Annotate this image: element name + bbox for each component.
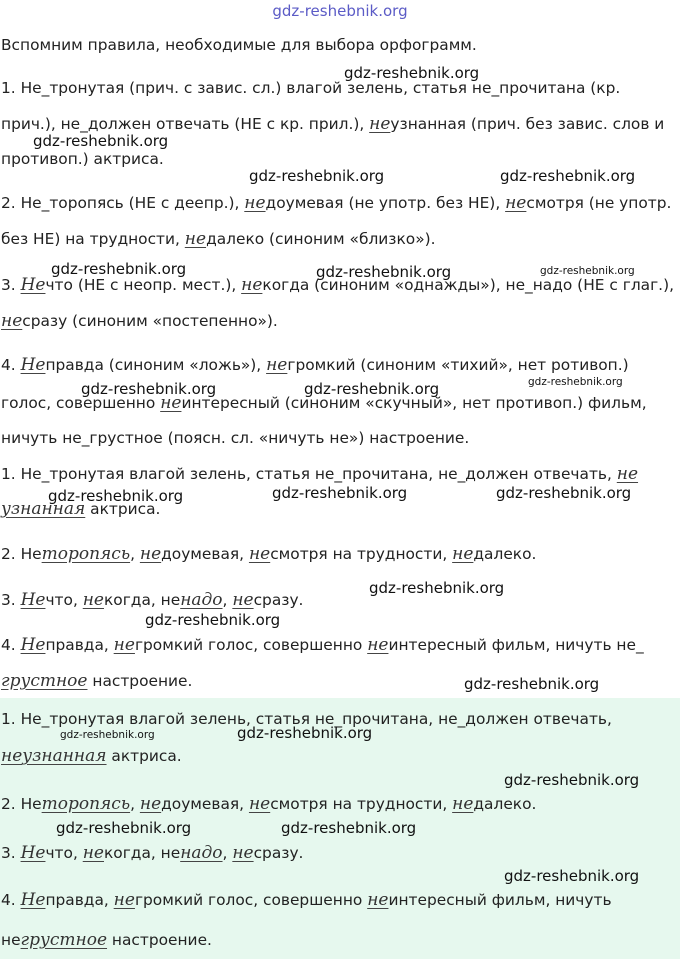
watermark: gdz-reshebnik.org bbox=[316, 263, 452, 281]
text: 1. Не_тронутая влагой зелень, статья не_прочитана, не_должен отвечать, bbox=[1, 465, 612, 483]
handwritten-ne: не bbox=[369, 114, 391, 134]
watermark: gdz-reshebnik.org bbox=[500, 167, 636, 185]
text: далеко. bbox=[473, 545, 537, 563]
watermark: gdz-reshebnik.org bbox=[33, 132, 169, 150]
answer1-line-6 bbox=[1, 671, 192, 691]
handwritten-word: узнанная bbox=[22, 746, 107, 766]
intro-text: Вспомним правила, необходимые для выбора орфограмм. bbox=[1, 36, 477, 54]
text: 3. bbox=[1, 844, 21, 862]
handwritten-ne: не bbox=[139, 544, 162, 564]
handwritten-ne: не bbox=[248, 544, 271, 564]
text: прич.), не_должен отвечать (НЕ с кр. прил.), bbox=[1, 115, 370, 133]
watermark: gdz-reshebnik.org bbox=[528, 376, 623, 388]
text: 3. bbox=[1, 276, 21, 294]
answer2-line-6 bbox=[1, 930, 212, 950]
handwritten-ne: не bbox=[505, 193, 527, 213]
answer2-line-2 bbox=[1, 746, 182, 766]
handwritten-ne: не bbox=[232, 843, 254, 863]
text: доумевая, bbox=[161, 795, 249, 813]
handwritten-ne: Не bbox=[20, 635, 46, 655]
rule-4-line-1 bbox=[1, 355, 629, 375]
text: интересный фильм, ничуть не_ bbox=[388, 636, 644, 654]
handwritten-ne: не bbox=[232, 590, 254, 610]
text: доумевая (не употр. без НЕ), bbox=[265, 194, 506, 212]
text: не bbox=[1, 931, 21, 949]
handwritten-word: торопясь bbox=[41, 544, 131, 564]
handwritten-ne: не bbox=[82, 843, 104, 863]
text: громкий (синоним «тихий», нет ротивоп.) bbox=[287, 356, 629, 374]
text: смотря на трудности, bbox=[270, 545, 453, 563]
text: сразу. bbox=[253, 844, 304, 862]
watermark: gdz-reshebnik.org bbox=[504, 771, 640, 789]
handwritten-word: надо bbox=[180, 590, 223, 610]
text: когда (синоним «однажды»), не_надо (НЕ с глаг.), bbox=[262, 276, 674, 294]
watermark: gdz-reshebnik.org bbox=[56, 819, 192, 837]
text: 4. bbox=[1, 356, 21, 374]
text: 2. Не bbox=[1, 795, 42, 813]
text: без НЕ) на трудности, bbox=[1, 230, 185, 248]
handwritten-ne: не bbox=[244, 193, 266, 213]
answer2-line-3 bbox=[1, 794, 536, 814]
text: , bbox=[222, 844, 233, 862]
answer1-line-3 bbox=[1, 544, 536, 564]
handwritten-ne: не bbox=[184, 229, 207, 249]
watermark: gdz-reshebnik.org bbox=[540, 265, 635, 277]
text: доумевая, bbox=[161, 545, 249, 563]
text: громкий голос, совершенно bbox=[134, 636, 368, 654]
rule-1-line-3: противоп.) актриса. bbox=[1, 150, 164, 168]
handwritten-ne: не bbox=[367, 890, 389, 910]
text: громкий голос, совершенно bbox=[134, 891, 368, 909]
handwritten-ne: Не bbox=[20, 890, 46, 910]
answer2-line-1: 1. Не_тронутая влагой зелень, статья не_прочитана, не_должен отвечать, bbox=[1, 710, 612, 728]
watermark: gdz-reshebnik.org bbox=[281, 819, 417, 837]
text: 2. Не_торопясь (НЕ с деепр.), bbox=[1, 194, 245, 212]
text: правда, bbox=[45, 636, 114, 654]
watermark: gdz-reshebnik.org bbox=[48, 487, 184, 505]
watermark: gdz-reshebnik.org bbox=[504, 867, 640, 885]
rule-2-line-1 bbox=[1, 193, 671, 213]
watermark: gdz-reshebnik.org bbox=[60, 729, 155, 741]
text: что, bbox=[45, 591, 83, 609]
rule-1-line-1: 1. Не_тронутая (прич. с завис. сл.) влагой зелень, статья не_прочитана (кр. bbox=[1, 79, 621, 97]
site-header[interactable]: gdz-reshebnik.org bbox=[272, 2, 408, 20]
watermark: gdz-reshebnik.org bbox=[237, 724, 373, 742]
handwritten-ne: не bbox=[1, 746, 23, 766]
text: , bbox=[130, 545, 140, 563]
rule-2-line-2 bbox=[1, 229, 436, 249]
text: далеко (синоним «близко»). bbox=[206, 230, 436, 248]
answer2-line-4 bbox=[1, 843, 303, 863]
handwritten-ne: не bbox=[241, 275, 263, 295]
text: смотря на трудности, bbox=[270, 795, 453, 813]
text: что (НЕ с неопр. мест.), bbox=[45, 276, 242, 294]
text: 4. bbox=[1, 636, 21, 654]
rule-4-line-3: ничуть не_грустное (поясн. сл. «ничуть не») настроение. bbox=[1, 429, 470, 447]
handwritten-word: грустное bbox=[1, 671, 88, 691]
handwritten-ne: не bbox=[266, 355, 288, 375]
handwritten-ne: не bbox=[452, 544, 474, 564]
rule-1-line-2 bbox=[1, 114, 664, 134]
watermark: gdz-reshebnik.org bbox=[249, 167, 385, 185]
text: актриса. bbox=[85, 500, 161, 518]
handwritten-ne: не bbox=[367, 635, 389, 655]
text: 2. Не bbox=[1, 545, 42, 563]
rule-3-line-2 bbox=[1, 311, 278, 331]
text: интересный (синоним «скучный», нет противоп.) фильм, bbox=[181, 394, 647, 412]
handwritten-word: надо bbox=[180, 843, 223, 863]
handwritten-word: узнанная bbox=[1, 499, 86, 519]
handwritten-ne: не bbox=[139, 794, 162, 814]
handwritten-ne: не bbox=[1, 311, 23, 331]
watermark: gdz-reshebnik.org bbox=[51, 260, 187, 278]
answer1-line-4 bbox=[1, 590, 303, 610]
text: правда (синоним «ложь»), bbox=[45, 356, 267, 374]
text: настроение. bbox=[87, 672, 193, 690]
watermark: gdz-reshebnik.org bbox=[304, 380, 440, 398]
handwritten-ne: не bbox=[452, 794, 474, 814]
text: смотря (не употр. bbox=[526, 194, 672, 212]
handwritten-ne: Не bbox=[20, 590, 46, 610]
watermark: gdz-reshebnik.org bbox=[344, 64, 480, 82]
text: голос, совершенно bbox=[1, 394, 161, 412]
text: настроение. bbox=[107, 931, 212, 949]
handwritten-ne: не bbox=[616, 464, 639, 484]
text: когда, не bbox=[104, 844, 181, 862]
handwritten-ne: Не bbox=[20, 355, 46, 375]
answer2-line-5 bbox=[1, 890, 612, 910]
answer1-line-1 bbox=[1, 464, 638, 484]
text: сразу (синоним «постепенно»). bbox=[22, 312, 278, 330]
watermark: gdz-reshebnik.org bbox=[496, 484, 632, 502]
text: 3. bbox=[1, 591, 21, 609]
handwritten-word: грустное bbox=[20, 930, 108, 950]
answer1-line-5 bbox=[1, 635, 644, 655]
text: , bbox=[130, 795, 140, 813]
text: что, bbox=[45, 844, 83, 862]
handwritten-ne: не bbox=[113, 890, 135, 910]
handwritten-word: торопясь bbox=[41, 794, 131, 814]
text: интересный фильм, ничуть bbox=[388, 891, 612, 909]
handwritten-ne: не bbox=[113, 635, 135, 655]
text: , bbox=[222, 591, 233, 609]
watermark: gdz-reshebnik.org bbox=[145, 611, 281, 629]
watermark: gdz-reshebnik.org bbox=[81, 380, 217, 398]
text: когда, не bbox=[104, 591, 181, 609]
handwritten-ne: не bbox=[160, 393, 182, 413]
text: сразу. bbox=[253, 591, 304, 609]
handwritten-ne: не bbox=[82, 590, 104, 610]
watermark: gdz-reshebnik.org bbox=[369, 579, 505, 597]
handwritten-ne: не bbox=[248, 794, 271, 814]
text: далеко. bbox=[473, 795, 537, 813]
text: актриса. bbox=[106, 747, 182, 765]
watermark: gdz-reshebnik.org bbox=[464, 675, 600, 693]
text: правда, bbox=[45, 891, 114, 909]
text: узнанная (прич. без завис. слов и bbox=[390, 115, 665, 133]
handwritten-ne: Не bbox=[20, 275, 46, 295]
text: 4. bbox=[1, 891, 21, 909]
handwritten-ne: Не bbox=[20, 843, 46, 863]
watermark: gdz-reshebnik.org bbox=[272, 484, 408, 502]
